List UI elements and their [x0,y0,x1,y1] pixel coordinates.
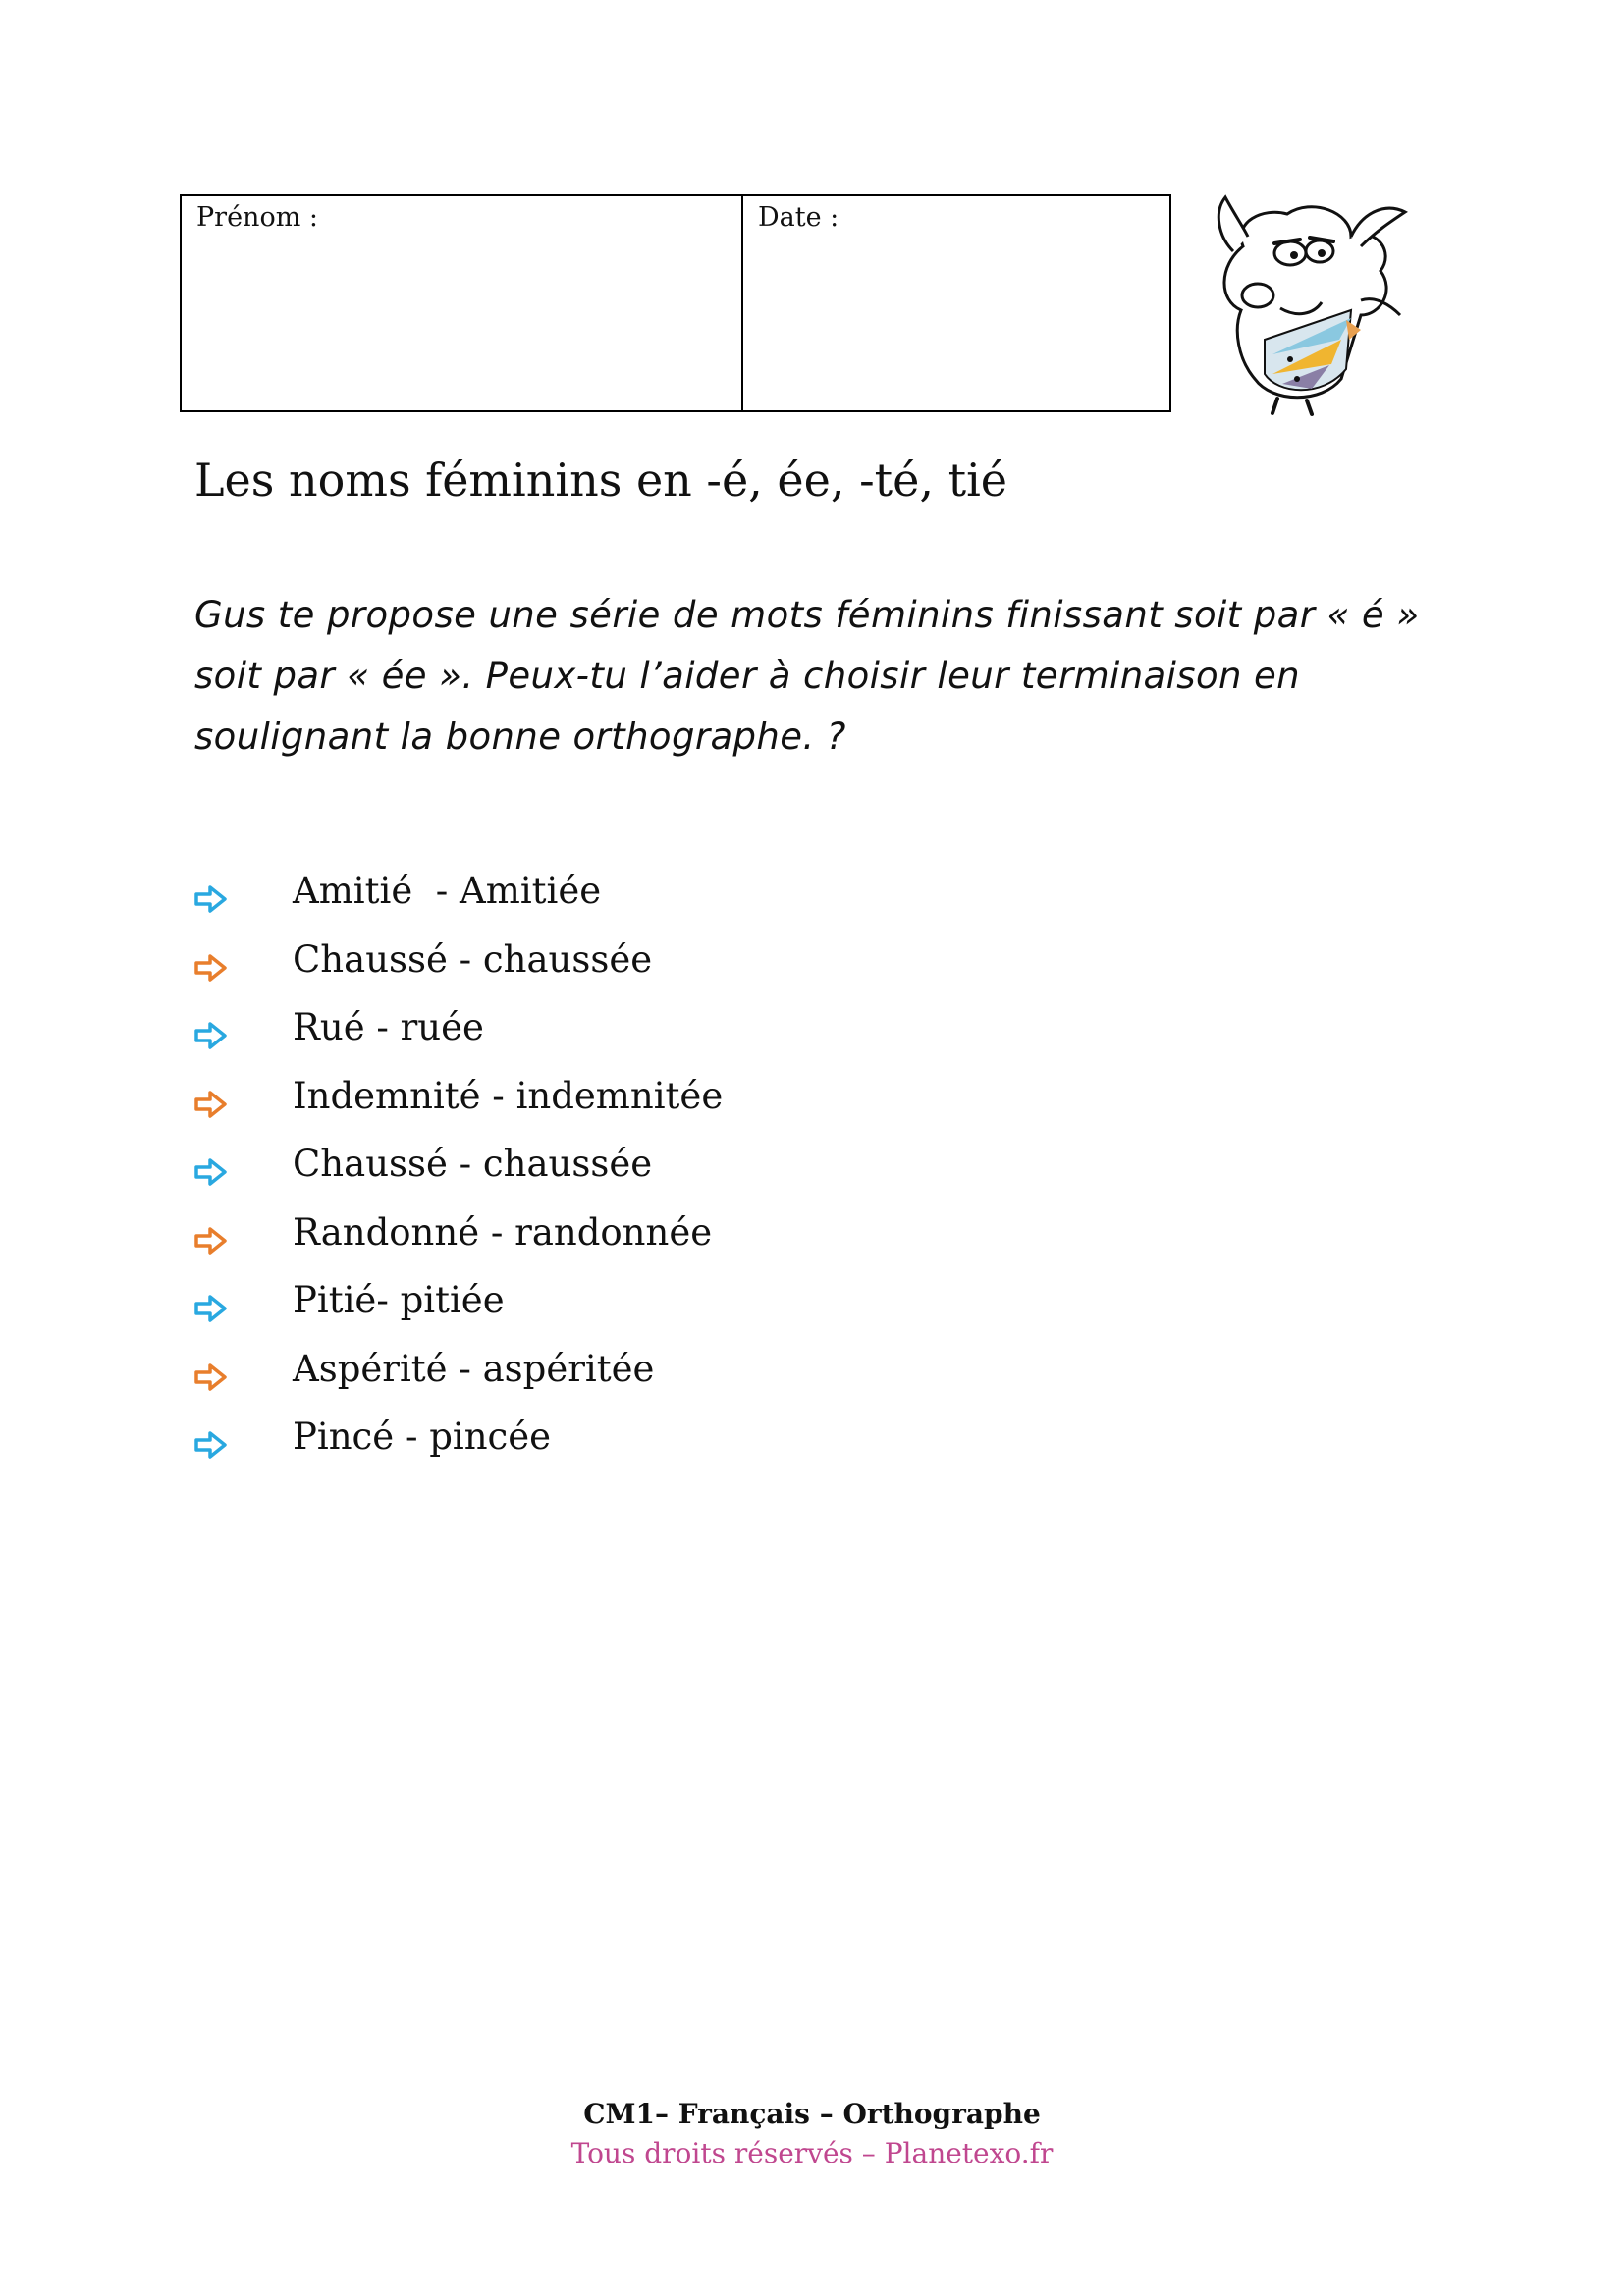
footer [0,2095,1624,2173]
word-pair[interactable]: Rué - ruée [293,1006,484,1048]
name-label: Prénom : [196,202,318,233]
date-label: Date : [758,202,839,233]
sheep-mascot-icon [1204,192,1412,418]
word-pair[interactable]: Chaussé - chaussée [293,937,653,981]
word-pair[interactable]: Indemnité - indemnitée [293,1074,724,1117]
footer-copyright[interactable]: Tous droits réservés – Planetexo.fr [570,2137,1054,2169]
footer-subject: CM1– Français – Orthographe [583,2098,1041,2130]
word-pair[interactable]: Pincé - pincée [293,1415,552,1458]
orange-arrow-icon [194,1226,228,1255]
date-field[interactable] [743,196,1169,410]
blue-arrow-icon [194,1021,228,1050]
orange-arrow-icon [194,953,228,983]
page-title: Les noms féminins en -é, ée, -té, tié [194,454,1008,507]
header-table [180,194,1171,412]
orange-arrow-icon [194,1362,228,1392]
word-pair[interactable]: Randonné - randonnée [293,1210,713,1254]
word-pair[interactable]: Chaussé - chaussée [293,1143,653,1185]
word-pair[interactable]: Aspérité - aspéritée [293,1347,655,1390]
blue-arrow-icon [194,1294,228,1323]
blue-arrow-icon [194,1430,228,1460]
blue-arrow-icon [194,884,228,914]
instructions-text: Gus te propose une série de mots féminins finissant soit par « é » soit par « ée ». Peux-tu l’aider à choisir leur terminaison en soulignant la bonne orthographe. ? [194,594,1420,758]
blue-arrow-icon [194,1157,228,1187]
name-field[interactable] [182,196,743,410]
word-pair[interactable]: Amitié - Amitiée [293,870,602,912]
word-pair[interactable]: Pitié- pitiée [293,1279,505,1321]
orange-arrow-icon [194,1090,228,1119]
